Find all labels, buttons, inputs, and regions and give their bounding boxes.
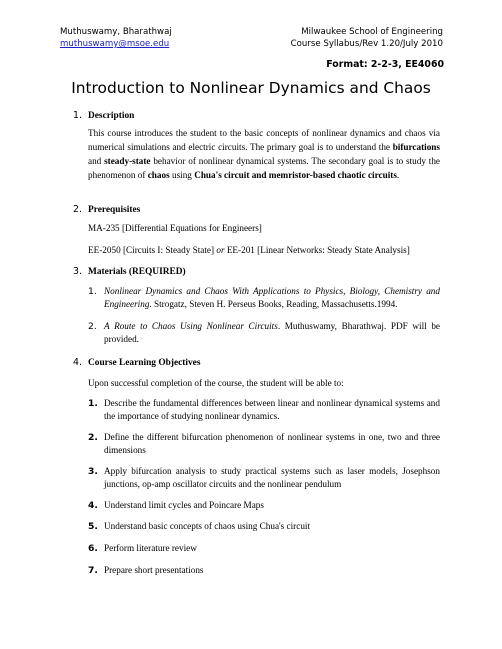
item-number: 3. xyxy=(88,466,98,477)
item-text: Understand limit cycles and Poincare Maps xyxy=(104,500,264,510)
item-number: 6. xyxy=(88,543,98,554)
description-text: . xyxy=(396,170,400,180)
section-number: 2. xyxy=(73,204,82,215)
section-title: Course Learning Objectives xyxy=(88,358,201,368)
item-number: 5. xyxy=(88,521,98,532)
list-item xyxy=(88,320,440,346)
book-title: A Route to Chaos Using Nonlinear Circuits xyxy=(104,321,278,331)
header-left xyxy=(60,26,172,50)
book-title: Nonlinear Dynamics and Chaos With Applications to Physics, Biology, Chemistry and Engineering xyxy=(104,286,440,309)
description-paragraph xyxy=(88,126,440,182)
item-text xyxy=(104,320,440,346)
list-item xyxy=(88,520,440,533)
course-format: Format: 2-2-3, EE4060 xyxy=(326,59,444,70)
item-text: Prepare short presentations xyxy=(104,565,204,575)
list-item xyxy=(88,431,440,457)
description-bold-term: chaos xyxy=(147,170,170,180)
list-item xyxy=(88,542,440,555)
header-right xyxy=(291,26,443,50)
prerequisite-line xyxy=(88,244,410,256)
item-text xyxy=(104,285,440,311)
section-description-heading xyxy=(73,110,134,122)
item-number: 1. xyxy=(88,398,98,409)
prerequisite-line: MA-235 [Differential Equations for Engineers] xyxy=(88,223,262,233)
item-number: 4. xyxy=(88,500,98,511)
section-materials-heading xyxy=(73,266,186,278)
description-text: This course introduces the student to the basic concepts of nonlinear dynamics and chaos via numerical simulations and electric circuits. The primary goal is to understand the xyxy=(88,128,440,152)
description-bold-term: steady-state xyxy=(104,156,151,166)
item-text: Perform literature review xyxy=(104,543,197,553)
section-number: 1. xyxy=(73,110,82,121)
section-title: Materials (REQUIRED) xyxy=(88,267,186,277)
description-text: behavior of nonlinear dynamical systems. The secondary goal is to study the phenomenon of xyxy=(88,156,440,180)
document-title: Introduction to Nonlinear Dynamics and Chaos xyxy=(71,79,431,97)
section-title: Description xyxy=(88,111,135,121)
description-bold-term: Chua's circuit and memristor-based chaotic circuits xyxy=(194,170,397,180)
description-bold-term: bifurcations xyxy=(392,142,440,152)
author-email-link[interactable]: muthuswamy@msoe.edu xyxy=(60,39,170,49)
section-objectives-heading xyxy=(73,357,201,369)
book-details: . Muthuswamy, Bharathwaj. PDF will be provided. xyxy=(104,321,440,344)
objectives-intro: Upon successful completion of the course, the student will be able to: xyxy=(88,378,344,388)
item-number: 7. xyxy=(88,565,98,576)
list-item xyxy=(88,397,440,423)
list-item xyxy=(88,499,440,512)
prerequisite-course: EE-201 [Linear Networks: Steady State Analysis] xyxy=(224,245,410,255)
list-item xyxy=(88,564,440,577)
book-details: . Strogatz, Steven H. Perseus Books, Reading, Massachusetts.1994. xyxy=(149,299,398,309)
item-number: 2. xyxy=(88,321,97,332)
item-text: Define the different bifurcation phenomenon of nonlinear systems in one, two and three dimensions xyxy=(104,432,440,455)
section-number: 4. xyxy=(73,357,82,368)
description-text: using xyxy=(169,170,195,180)
section-number: 3. xyxy=(73,266,82,277)
item-text: Apply bifurcation analysis to study practical systems such as laser models, Josephson junctions, op-amp oscillator circuits and the nonlinear pendulum xyxy=(104,466,440,489)
description-text: and xyxy=(88,156,105,166)
item-number: 1. xyxy=(88,286,97,297)
list-item xyxy=(88,285,440,311)
school-name: Milwaukee School of Engineering xyxy=(301,27,443,37)
item-text: Understand basic concepts of chaos using Chua's circuit xyxy=(104,521,311,531)
prerequisite-or: or xyxy=(216,245,225,255)
item-text: Describe the fundamental differences between linear and nonlinear dynamical systems and the importance of studying nonlinear dynamics. xyxy=(104,398,440,421)
prerequisite-course: EE-2050 [Circuits I: Steady State] xyxy=(88,245,217,255)
list-item xyxy=(88,465,440,491)
section-title: Prerequisites xyxy=(88,205,141,215)
section-prerequisites-heading xyxy=(73,204,140,216)
item-number: 2. xyxy=(88,432,98,443)
syllabus-revision: Course Syllabus/Rev 1.20/July 2010 xyxy=(290,39,443,49)
author-name: Muthuswamy, Bharathwaj xyxy=(60,27,172,37)
